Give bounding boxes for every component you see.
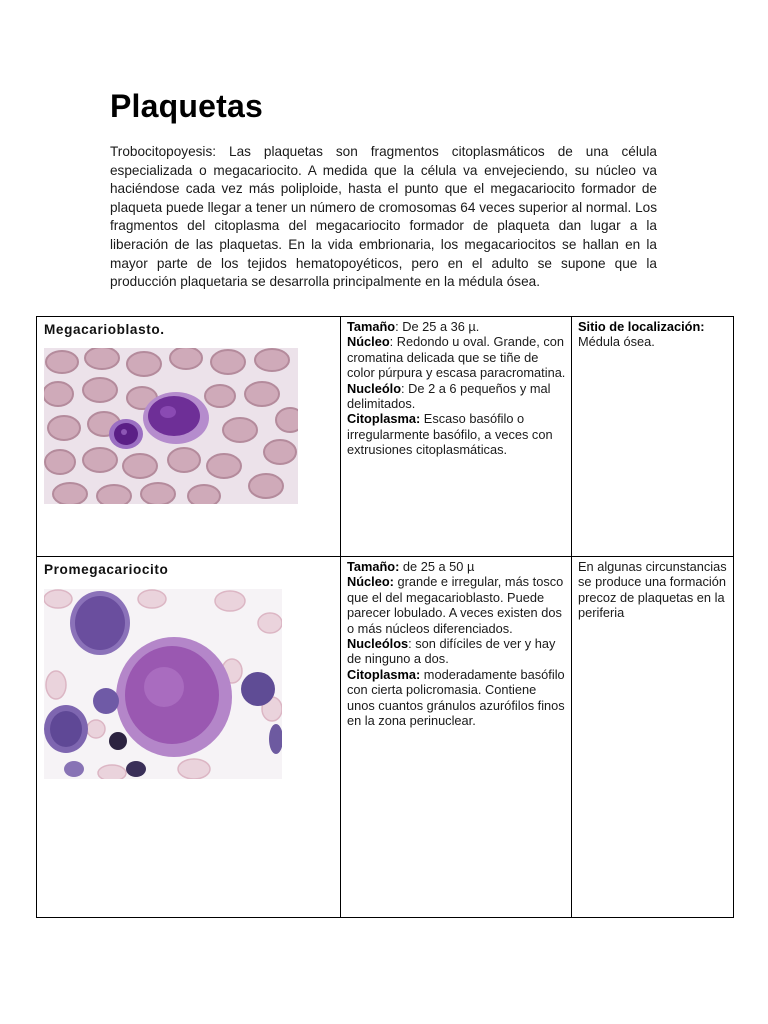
site-value: En algunas circunstancias se produce una formación precoz de plaquetas en la periferia (578, 559, 727, 621)
cell-location (572, 557, 734, 918)
cytoplasm-label: Citoplasma: (347, 666, 421, 682)
cytoplasm-label: Citoplasma: (347, 411, 421, 427)
cell-type-name: Promegacariocito (44, 562, 169, 577)
nucleolus-value: : De 2 a 6 pequeños y mal delimitados. (347, 380, 551, 412)
nucleus-value: grande e irregular, más tosco que el del megacarioblasto. Puede parecer lobulado. A veces existen dos o más núcleos diferenciados. (347, 574, 564, 636)
micrograph-megakaryoblast (44, 348, 298, 504)
site-label: Sitio de localización: (578, 319, 705, 334)
cell-image-column (37, 317, 341, 557)
cell-location (572, 317, 734, 557)
size-label: Tamaño (347, 319, 396, 334)
cell-image-column (37, 557, 341, 918)
nucleolus-label: Nucleólo (347, 380, 402, 396)
nucleolus-label: Nucleólos (347, 636, 409, 652)
table-row-megacarioblasto (37, 317, 734, 557)
page-title: Plaquetas (110, 88, 263, 124)
nucleus-label: Núcleo: (347, 574, 394, 590)
cytoplasm-value: Escaso basófilo o irregularmente basófilo, a veces con extrusiones citoplasmáticas. (347, 411, 553, 458)
cell-description (341, 317, 572, 557)
size-label: Tamaño: (347, 559, 400, 574)
size-value: : De 25 a 36 µ. (395, 319, 480, 334)
size-value: de 25 a 50 µ (399, 559, 475, 574)
intro-paragraph: Trobocitopoyesis: Las plaquetas son fragmentos citoplasmáticos de una célula especializada o megacariocito. A medida que la célula va envejeciendo, su núcleo va haciéndose cada vez más poliploide, hasta el punto que el megacariocito formador de plaqueta puede llegar a tener un número de cromosomas 64 veces superior al normal. Los fragmentos del citoplasma del megacariocito formador de plaqueta dan lugar a la liberación de las plaquetas. En la vida embrionaria, los megacariocitos se hallan en la mayor parte de los tejidos hematopoyéticos, pero en el adulto se supone que la producción plaquetaria se desarrolla principalmente en la médula ósea. (110, 144, 657, 290)
cell-description (341, 557, 572, 918)
nucleus-value: : Redondo u oval. Grande, con cromatina delicada que se tiñe de color púrpura y escasa paracromatina. (347, 334, 566, 381)
cell-table (36, 316, 734, 918)
site-value: Médula ósea. (578, 334, 655, 350)
cytoplasm-value: moderadamente basófilo con cierta policromasia. Contiene unos cuantos gránulos azurófilos finos en la zona perinuclear. (347, 666, 565, 729)
micrograph-promegakaryocyte (44, 589, 282, 779)
table-row-promegacariocito (37, 557, 734, 918)
cell-type-name: Megacarioblasto. (44, 322, 165, 337)
nucleus-label: Núcleo (347, 334, 390, 350)
nucleolus-value: : son difíciles de ver y hay de ninguno a dos. (347, 636, 556, 667)
